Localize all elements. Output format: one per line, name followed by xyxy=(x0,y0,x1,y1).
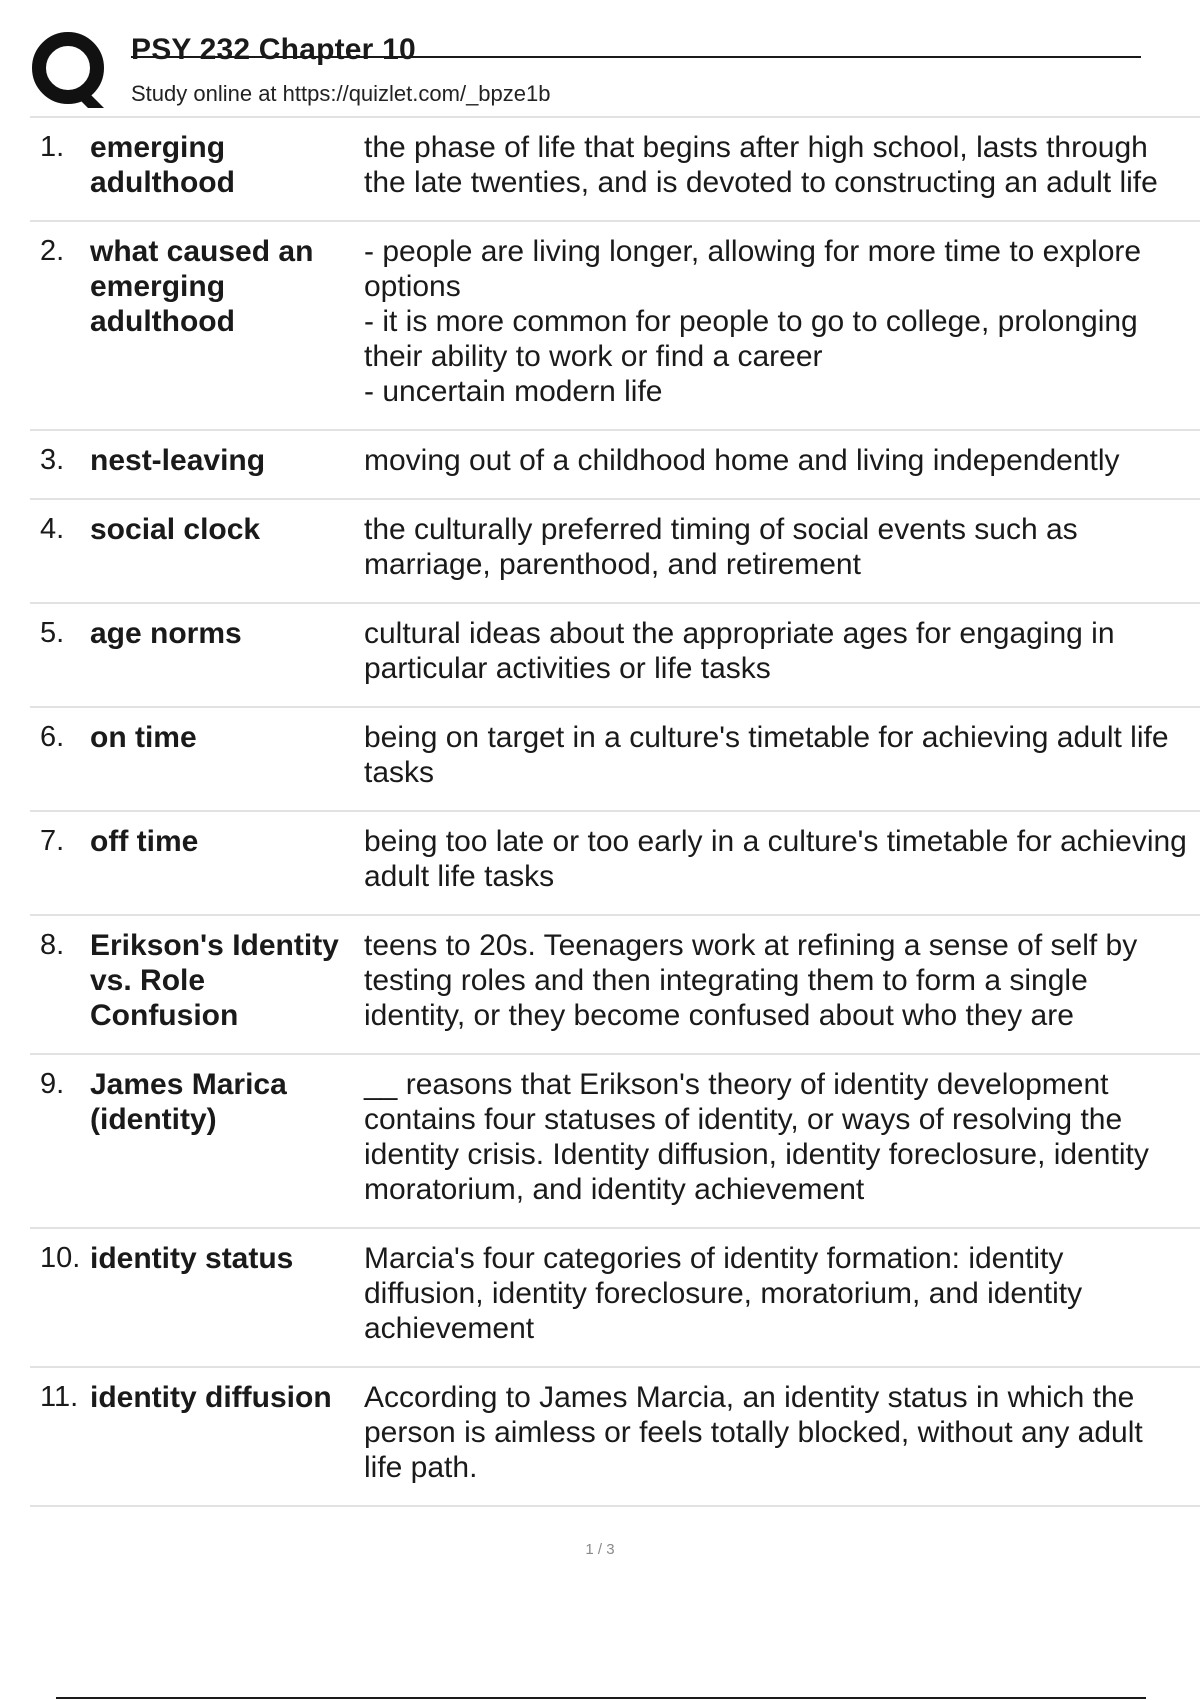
card-definition: cultural ideas about the appropriate ages for engaging in particular activities or life tasks xyxy=(364,617,1115,685)
card-number: 4. xyxy=(40,513,65,545)
card-number: 8. xyxy=(40,929,65,961)
card-definition: Marcia's four categories of identity formation: identity diffusion, identity foreclosure, moratorium, and identity achievement xyxy=(364,1242,1083,1345)
card-number: 3. xyxy=(40,444,65,476)
card-term: identity status xyxy=(90,1242,294,1275)
card-term: Erikson's Identity vs. Role Confusion xyxy=(90,929,339,1032)
card-number: 9. xyxy=(40,1068,65,1100)
card-term: age norms xyxy=(90,617,242,650)
page-indicator: 1 / 3 xyxy=(585,1541,615,1558)
card-definition: being on target in a culture's timetable for achieving adult life tasks xyxy=(364,721,1169,789)
card-definition: the culturally preferred timing of social events such as marriage, parenthood, and retirement xyxy=(364,513,1078,581)
card-term: James Marica (identity) xyxy=(90,1068,287,1136)
flashcard-list xyxy=(30,116,1200,1507)
flashcard-row xyxy=(30,1229,1200,1368)
card-term: nest-leaving xyxy=(90,444,266,477)
flashcard-row xyxy=(30,1368,1200,1507)
flashcard-row xyxy=(30,222,1200,431)
card-number: 7. xyxy=(40,825,65,857)
card-definition: being too late or too early in a culture's timetable for achieving adult life tasks xyxy=(364,825,1187,893)
card-term: social clock xyxy=(90,513,261,546)
flashcard-row xyxy=(30,1055,1200,1229)
flashcard-row xyxy=(30,708,1200,812)
card-number: 5. xyxy=(40,617,65,649)
flashcard-row xyxy=(30,604,1200,708)
card-definition: teens to 20s. Teenagers work at refining a sense of self by testing roles and then integrating them to form a single identity, or they become confused about who they are xyxy=(364,929,1138,1032)
card-definition: __ reasons that Erikson's theory of identity development contains four statuses of identity, or ways of resolving the identity crisis. Identity diffusion, identity foreclosure, identity moratorium, and identity achievement xyxy=(364,1068,1149,1206)
card-number: 6. xyxy=(40,721,65,753)
flashcard-row xyxy=(30,812,1200,916)
quizlet-logo-icon xyxy=(30,30,112,112)
card-number: 11. xyxy=(40,1381,79,1413)
card-number: 1. xyxy=(40,131,65,163)
flashcard-row xyxy=(30,431,1200,500)
card-term: emerging adulthood xyxy=(90,131,235,199)
title-divider xyxy=(131,56,1141,58)
card-number: 10. xyxy=(40,1242,81,1274)
card-definition: moving out of a childhood home and living independently xyxy=(364,444,1120,477)
card-definition: - people are living longer, allowing for more time to explore options - it is more common for people to go to college, prolonging their ability to work or find a career - uncertain modern life xyxy=(364,235,1142,408)
card-term: what caused an emerging adulthood xyxy=(90,235,314,338)
footer-divider xyxy=(56,1697,1146,1699)
card-term: identity diffusion xyxy=(90,1381,332,1414)
page-title: PSY 232 Chapter 10 xyxy=(131,33,416,66)
flashcard-row xyxy=(30,500,1200,604)
card-definition: the phase of life that begins after high school, lasts through the late twenties, and is devoted to constructing an adult life xyxy=(364,131,1158,199)
card-definition: According to James Marcia, an identity status in which the person is aimless or feels totally blocked, without any adult life path. xyxy=(364,1381,1143,1484)
page-header xyxy=(0,0,1200,118)
study-online-link[interactable]: Study online at https://quizlet.com/_bpze1b xyxy=(131,81,551,106)
card-term: off time xyxy=(90,825,199,858)
flashcard-row xyxy=(30,916,1200,1055)
flashcard-row xyxy=(30,118,1200,222)
card-term: on time xyxy=(90,721,197,754)
card-number: 2. xyxy=(40,235,65,267)
